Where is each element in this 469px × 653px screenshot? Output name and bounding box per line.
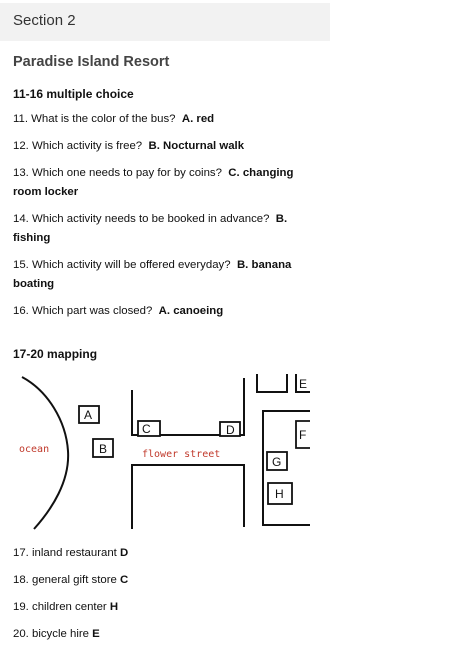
question-13 xyxy=(13,164,298,202)
answer-text: B. Nocturnal walk xyxy=(148,140,245,152)
street-label: flower street xyxy=(142,449,221,460)
section-label: Section 2 xyxy=(13,12,76,29)
map-answer-text: H xyxy=(109,601,119,613)
map-answer-text: E xyxy=(92,628,100,640)
ocean-label: ocean xyxy=(19,444,50,455)
street-lower-block xyxy=(132,465,244,529)
map-question-text: 19. children center xyxy=(13,601,107,613)
answer-text: B. fishing xyxy=(13,213,288,244)
question-text: 16. Which part was closed? xyxy=(13,305,153,317)
box-a-label: A xyxy=(84,408,93,422)
map-answer-17 xyxy=(13,547,128,559)
map-question-text: 18. general gift store xyxy=(13,574,117,586)
question-12 xyxy=(13,137,298,156)
question-text: 11. What is the color of the bus? xyxy=(13,113,176,125)
question-11 xyxy=(13,110,298,129)
frame-e xyxy=(257,374,287,392)
answer-text: C. changing room locker xyxy=(13,167,294,198)
map-answer-19 xyxy=(13,601,118,613)
answer-text: A. canoeing xyxy=(158,305,224,317)
question-text: 14. Which activity needs to be booked in advance? xyxy=(13,213,270,225)
question-16 xyxy=(13,302,298,321)
box-f-label: F xyxy=(299,428,307,442)
resort-map xyxy=(0,369,320,534)
question-14 xyxy=(13,210,298,248)
map-answer-20 xyxy=(13,628,100,640)
box-g-label: G xyxy=(272,455,282,469)
question-text: 12. Which activity is free? xyxy=(13,140,143,152)
box-b-label: B xyxy=(99,442,108,456)
map-question-text: 17. inland restaurant xyxy=(13,547,117,559)
map-answer-text: C xyxy=(120,574,129,586)
question-text: 13. Which one needs to pay for by coins? xyxy=(13,167,222,179)
box-c-label: C xyxy=(142,422,151,436)
question-text: 15. Which activity will be offered everyday? xyxy=(13,259,231,271)
box-e-label: E xyxy=(299,377,308,391)
answer-text: A. red xyxy=(181,113,215,125)
question-15 xyxy=(13,256,298,294)
box-d-label: D xyxy=(226,423,235,437)
map-question-text: 20. bicycle hire xyxy=(13,628,89,640)
section-header xyxy=(0,3,330,41)
map-heading: 17-20 mapping xyxy=(13,347,98,361)
mc-heading: 11-16 multiple choice xyxy=(13,87,134,101)
answer-text: B. banana boating xyxy=(13,259,292,290)
box-h-label: H xyxy=(275,487,284,501)
map-answer-text: D xyxy=(120,547,129,559)
map-answer-18 xyxy=(13,574,128,586)
page-title: Paradise Island Resort xyxy=(13,54,170,70)
